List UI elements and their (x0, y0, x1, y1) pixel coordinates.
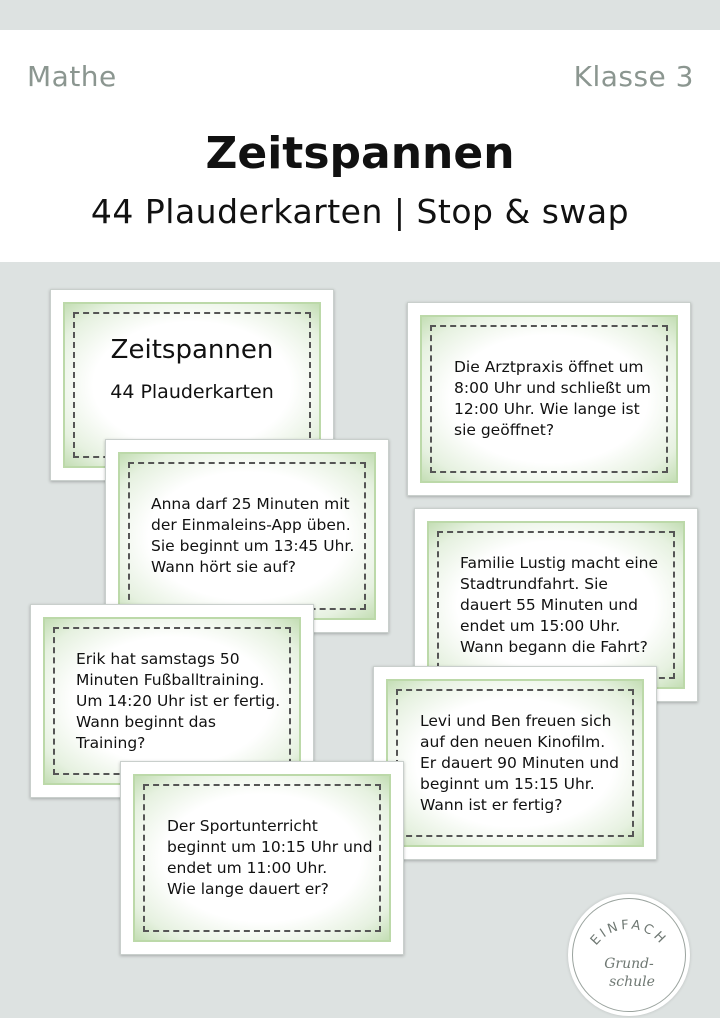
cover-card-title: Zeitspannen (110, 335, 274, 365)
svg-text:EINFACH (588, 918, 670, 949)
subject-label: Mathe (27, 60, 117, 93)
question-card (373, 666, 657, 860)
question-card-text: Familie Lustig macht eine Stadtrundfahrt. Sie dauert 55 Minuten und endet um 15:00 Uhr. Wann begann die Fahrt? (460, 553, 659, 656)
cover-card-subtitle: 44 Plauderkarten (110, 381, 274, 403)
page-title: Zeitspannen (205, 128, 515, 179)
question-card (407, 302, 691, 496)
einfach-grundschule-logo (568, 894, 690, 1016)
question-card-text: Die Arztpraxis öffnet um 8:00 Uhr und schließt um 12:00 Uhr. Wie lange ist sie geöffnet? (454, 358, 651, 439)
page-subtitle: 44 Plauderkarten | Stop & swap (90, 192, 630, 231)
logo-line-1: Grund- (604, 956, 654, 972)
header (0, 30, 720, 262)
logo-line-2: schule (609, 974, 655, 990)
logo-graphic (568, 894, 690, 1016)
question-card-text: Anna darf 25 Minuten mit der Einmaleins-App üben. Sie beginnt um 13:45 Uhr. Wann hört sie auf? (151, 495, 355, 576)
question-card-text: Levi und Ben freuen sich auf den neuen Kinofilm. Er dauert 90 Minuten und beginnt um 15:15 Uhr. Wann ist er fertig? (420, 711, 619, 814)
logo-top-text: EINFACH (587, 917, 671, 949)
question-card-text: Der Sportunterricht beginnt um 10:15 Uhr und endet um 11:00 Uhr. Wie lange dauert er? (167, 817, 373, 898)
question-card (120, 761, 404, 955)
card-stage (0, 262, 720, 1018)
grade-label: Klasse 3 (573, 60, 694, 93)
top-band (0, 0, 720, 30)
question-card-text: Erik hat samstags 50 Minuten Fußballtraining. Um 14:20 Uhr ist er fertig. Wann beginnt das Training? (76, 649, 281, 752)
